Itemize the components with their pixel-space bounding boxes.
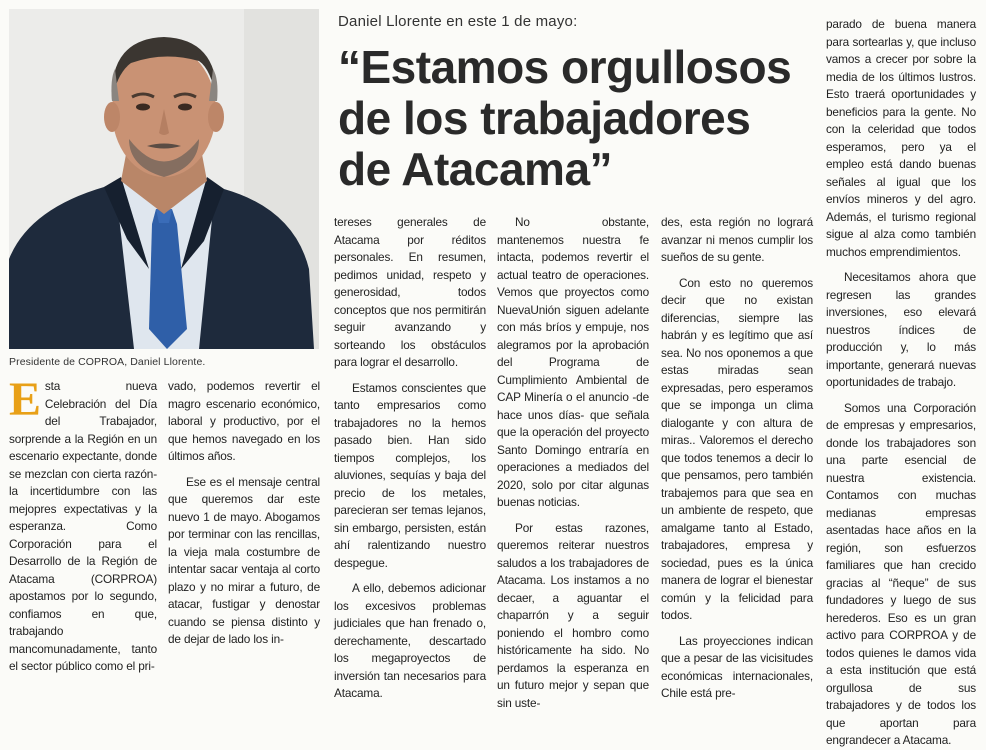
article-paragraph: Necesitamos ahora que regresen las grandes inversiones, eso elevará nuestros índices de producción y, lo más importante, generará nuevas oportunidades de trabajo.	[826, 270, 976, 389]
article-paragraph: vado, podemos revertir el magro escenario económico, laboral y productivo, por el que hemos navegado en los últimos años.	[168, 379, 320, 463]
article-column-6	[826, 16, 976, 747]
article-paragraph: Estamos conscientes que tanto empresarios como trabajadores no la hemos pasado bien. Han sido tiempos complejos, los aluviones, sequías y baja del precio de los metales, parecieran ser temas lejanos, sin embargo, persisten, están ahí ralentizando nuestro despegue.	[334, 380, 486, 570]
drop-cap: E	[9, 373, 41, 426]
article-paragraph: parado de buena manera para sortearlas y, que incluso vamos a crecer por sobre la media de los últimos lustros. Esto traerá oportunidades y beneficios para la gente. No con la celeridad que todos esperamos, pero ya el empleo está dando buenas señales al igual que los envíos mineros y del agro. Además, el turismo regional sigue al alza como también muchos emprendimientos.	[826, 17, 976, 259]
article-column-2	[168, 378, 320, 646]
article-paragraph: A ello, debemos adicionar los excesivos problemas judiciales que han frenado o, derechamente, descartado los megaproyectos de inversión tan necesarios para Atacama.	[334, 581, 486, 700]
article-paragraph: Con esto no queremos decir que no existan diferencias, siempre las habrán y es legítimo que así sea. No nos oponemos a que estas miradas sean expresadas, pero esperamos que se imponga un clima dialogante y con altura de miras.. Valoremos el derecho que todos tenemos a decir lo que pensamos, pero también trabajemos para que sea en un ambiente de respeto, que amalgame tanto al Estado, trabajadores, empresa y sociedad, pues es la única manera de lograr el bienestar común y la felicidad para todos.	[661, 275, 813, 622]
paragraph-text: sta nueva Celebración del Día del Trabajador, sorprende a la Región en un escenario expectante, donde se mezclan con cierta razón- la incertidumbre con las mejopres expectativas y la esperanza. Como Corporación para el Desarrollo de la Región de Atacama (CORPROA) apostamos por lo segundo, confiamos en que, trabajando mancomunadamente, tanto el sector público como el pri-	[9, 379, 157, 673]
photo-caption: Presidente de COPROA, Daniel Llorente.	[9, 356, 206, 368]
headline: “Estamos orgullosos de los trabajadores de Atacama”	[338, 41, 792, 195]
article-paragraph: des, esta región no logrará avanzar ni menos cumplir los sueños de su gente.	[661, 215, 813, 264]
article-paragraph: Las proyecciones indican que a pesar de las vicisitudes económicas internacionales, Chile está pre-	[661, 633, 813, 700]
article-paragraph: No obstante, mantenemos nuestra fe intacta, podemos revertir el actual teatro de operaciones. Vemos que proyectos como NuevaUnión siguen adelante con más bríos y empuje, nos alegramos por la aprobación del Programa de Cumplimiento Ambiental de CAP Minería o el anuncio -de hace unos días- que señala que la operación del proyecto Santo Domingo entraría en operaciones a mediados del 2020, solo por citar algunas buenas noticias.	[497, 215, 649, 509]
article-column-5	[661, 214, 813, 700]
article-paragraph: Por estas razones, queremos reiterar nuestros saludos a los trabajadores de Atacama. Los instamos a no decaer, a aguantar el chaparrón y a seguir poniendo el hombro como históricamente ha sido. No perdamos la esperanza en un futuro mejor y sepan que sin uste-	[497, 520, 649, 710]
article-paragraph	[9, 373, 157, 676]
article-paragraph: Ese es el mensaje central que queremos dar este nuevo 1 de mayo. Abogamos por terminar con las rencillas, la vieja mala costumbre de intentar sacar ventaja al corto plazo y no mirar a futuro, de atacar, fustigar y denostar cuando se piensa distinto y de dejar de lado los in-	[168, 474, 320, 646]
portrait-photo	[9, 9, 319, 349]
kicker: Daniel Llorente en este 1 de mayo:	[338, 13, 578, 30]
article-column-1	[9, 373, 157, 673]
article-paragraph: Somos una Corporación de empresas y empresarios, donde los trabajadores son una parte esencial de nuestra existencia. Contamos con muchas medianas empresas asentadas hace años en la región, son esfuerzos familiares que han crecido gracias al “ñeque” de sus fundadores y luego de sus herederos. Eso es un gran activo para CORPROA y de todos quienes le damos vida a esta institución que está orgullosa de sus trabajadores y de todos los que aportan para engrandecer a Atacama.	[826, 400, 976, 747]
article-paragraph: tereses generales de Atacama por réditos personales. En resumen, pedimos unidad, respeto y generosidad, todos conceptos que nos permitirán seguir avanzando y sorteando los obstáculos para lograr el desarrollo.	[334, 215, 486, 369]
article-column-3	[334, 214, 486, 700]
article-column-4	[497, 214, 649, 710]
